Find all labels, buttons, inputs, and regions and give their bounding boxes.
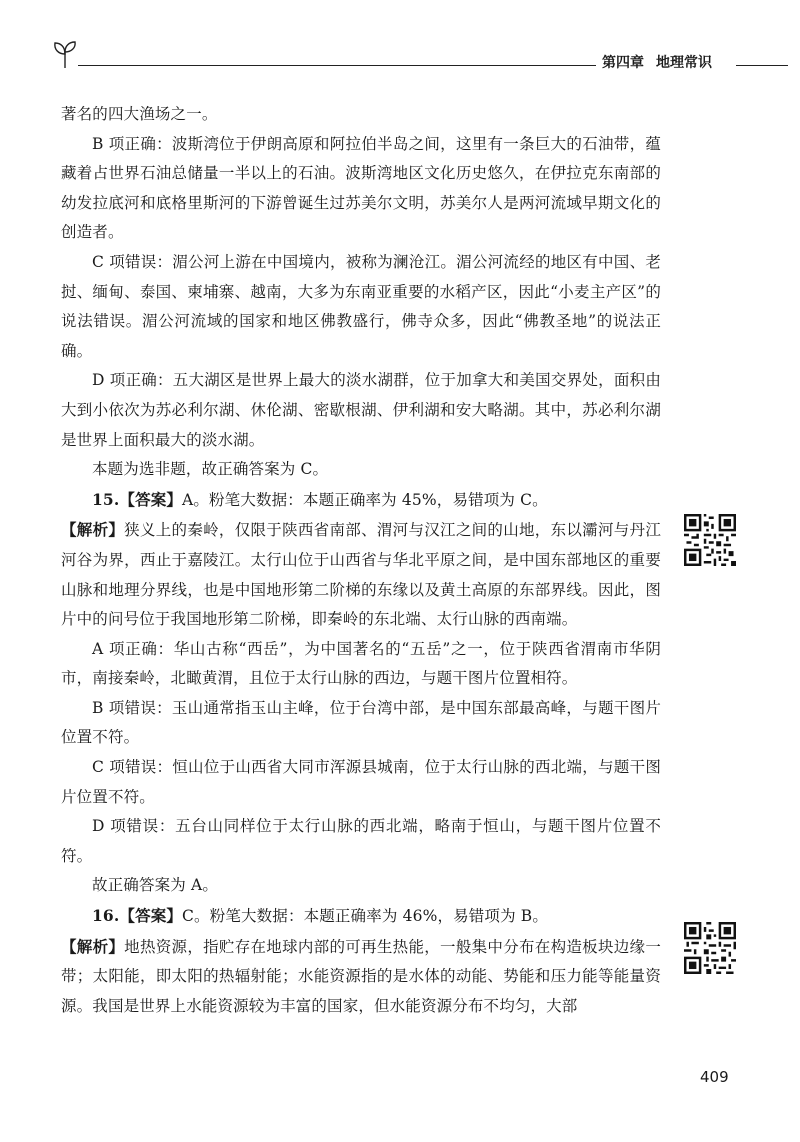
analysis-label: 【解析】 (61, 520, 125, 540)
analysis-label: 【解析】 (61, 936, 125, 956)
header-rule (78, 65, 613, 66)
conclusion: 故正确答案为 A。 (92, 876, 218, 895)
paragraph: 本题为选非题，故正确答案为 C。 (92, 460, 329, 479)
chapter-label: 第四章 (602, 55, 644, 71)
page-number: 409 (700, 1068, 729, 1086)
qr-code-icon[interactable] (684, 514, 736, 566)
analysis-text: 狭义上的秦岭，仅限于陕西省南部、渭河与汉江之间的山地，东以灞河与丹江河谷为界，西止于嘉陵江。太行山位于山西省与华北平原之间，是中国东部地区的重要山脉和地理分界线，也是中国地形第二阶梯的东缘以及黄土高原的东部界线。因此，图片中的问号位于我国地形第二阶梯，即秦岭的东北端、太行山脉的西南端。 (61, 521, 661, 629)
paragraph: D 项正确：五大湖区是世界上最大的淡水湖群，位于加拿大和美国交界处，面积由大到小依次为苏必利尔湖、休伦湖、密歇根湖、伊利湖和安大略湖。其中，苏必利尔湖是世界上面积最大的淡水湖。 (61, 371, 661, 449)
qr-code-icon[interactable] (684, 922, 736, 974)
q15-analysis (61, 515, 661, 634)
analysis-text: 地热资源，指贮存在地球内部的可再生热能，一般集中分布在构造板块边缘一带；太阳能，即太阳的热辐射能；水能资源指的是水体的动能、势能和压力能等能量资源。我国是世界上水能资源较为丰富的国家，但水能资源分布不均匀，大部 (61, 937, 661, 1015)
q16-analysis (61, 932, 661, 1022)
paragraph: B 项正确：波斯湾位于伊朗高原和阿拉伯半岛之间，这里有一条巨大的石油带，蕴藏着占世界石油总储量一半以上的石油。波斯湾地区文化历史悠久，在伊拉克东南部的幼发拉底河和底格里斯河的下游曾诞生过苏美尔文明，苏美尔人是两河流域早期文化的创造者。 (61, 134, 661, 242)
paragraph: 著名的四大渔场之一。 (61, 105, 218, 123)
answer-label: 15.【答案】 (92, 489, 183, 509)
header-rule-tail (736, 65, 788, 66)
q15-answer (61, 485, 661, 516)
answer-text: C。粉笔大数据：本题正确率为 46%，易错项为 B。 (182, 907, 548, 926)
option-paragraph: C 项错误：恒山位于山西省大同市浑源县城南，位于太行山脉的西北端，与题干图片位置不符。 (61, 758, 661, 806)
answer-label: 16.【答案】 (92, 906, 183, 926)
chapter-title (596, 52, 716, 74)
page-body (61, 100, 661, 1021)
paragraph: C 项错误：湄公河上游在中国境内，被称为澜沧江。湄公河流经的地区有中国、老挝、缅甸、泰国、柬埔寨、越南，大多为东南亚重要的水稻产区，因此“小麦主产区”的说法错误。湄公河流域的国家和地区佛教盛行，佛寺众多，因此“佛教圣地”的说法正确。 (61, 252, 661, 360)
option-paragraph: B 项错误：玉山通常指玉山主峰，位于台湾中部，是中国东部最高峰，与题干图片位置不符。 (61, 698, 661, 747)
sprout-icon (52, 40, 78, 70)
section-label: 地理常识 (656, 55, 712, 71)
answer-text: A。粉笔大数据：本题正确率为 45%，易错项为 C。 (182, 490, 548, 509)
q16-answer (61, 901, 661, 932)
page-header (48, 36, 738, 76)
option-paragraph: D 项错误：五台山同样位于太行山脉的西北端，略南于恒山，与题干图片位置不符。 (61, 817, 661, 865)
option-paragraph: A 项正确：华山古称“西岳”，为中国著名的“五岳”之一，位于陕西省渭南市华阴市，南接秦岭，北瞰黄渭，且位于太行山脉的西边，与题干图片位置相符。 (61, 639, 661, 688)
